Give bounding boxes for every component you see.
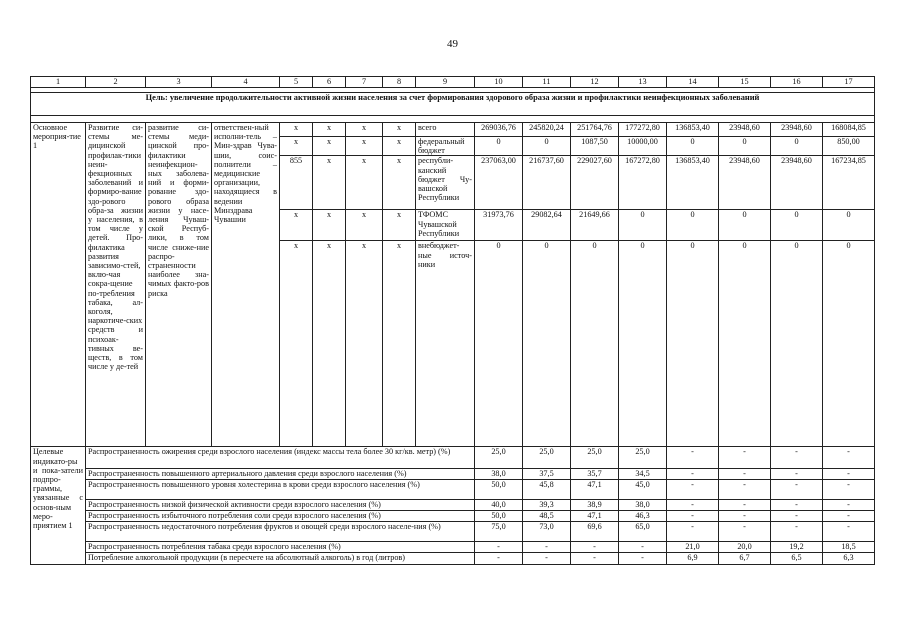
budget-code-cell: 855 (280, 156, 313, 210)
column-number-8: 8 (383, 77, 416, 88)
indicator-row (31, 522, 875, 542)
indicator-value: - (823, 500, 875, 511)
indicator-row (31, 511, 875, 522)
indicator-value: - (771, 480, 823, 500)
column-number-14: 14 (667, 77, 719, 88)
budget-code-cell: х (280, 241, 313, 447)
indicator-value: - (719, 480, 771, 500)
indicator-value: - (523, 542, 571, 553)
column-number-11: 11 (523, 77, 571, 88)
funding-value: 229027,60 (571, 156, 619, 210)
funding-value: 23948,60 (771, 156, 823, 210)
indicator-value: 47,1 (571, 511, 619, 522)
program-table (30, 76, 875, 565)
indicator-value: 39,3 (523, 500, 571, 511)
column-number-1: 1 (31, 77, 86, 88)
indicator-value: 19,2 (771, 542, 823, 553)
indicator-value: - (771, 500, 823, 511)
indicator-value: 46,3 (619, 511, 667, 522)
indicator-value: - (667, 469, 719, 480)
budget-code-cell: х (383, 156, 416, 210)
budget-code-cell: х (313, 210, 346, 241)
funding-value: 251764,76 (571, 123, 619, 137)
funding-value: 167272,80 (619, 156, 667, 210)
funding-value: 0 (771, 241, 823, 447)
indicator-value: 38,0 (475, 469, 523, 480)
budget-code-cell: х (383, 123, 416, 137)
budget-code-cell: х (346, 210, 383, 241)
indicator-value: - (667, 447, 719, 469)
indicator-row (31, 542, 875, 553)
indicator-value: - (719, 511, 771, 522)
column-number-6: 6 (313, 77, 346, 88)
budget-code-cell: х (313, 137, 346, 156)
funding-value: 850,00 (823, 137, 875, 156)
budget-code-cell: х (313, 241, 346, 447)
indicator-name: Распространенность повышенного уровня холестерина в крови среди взрослого населения (%) (86, 480, 475, 500)
main-event-task: развитие си-стемы меди-цинской про-филактики неинфекцион-ных заболева-ний и форми-рование здо-рового образа жизни у насе-ления Чуваш-ской Респуб-лики, в том числе сниже-ние распро-страненности наиболее зна-чимых факто-ров риска (146, 123, 212, 447)
column-number-15: 15 (719, 77, 771, 88)
funding-value: 0 (719, 210, 771, 241)
funding-value: 23948,60 (719, 123, 771, 137)
goal-text: Цель: увеличение продолжительности активной жизни населения за счет формирования здорового образа жизни и профилактики неинфекционных заболеваний (31, 93, 875, 116)
indicator-name: Распространенность низкой физической активности среди взрослого населения (%) (86, 500, 475, 511)
funding-value: 0 (523, 241, 571, 447)
funding-value: 0 (667, 137, 719, 156)
funding-value: 29082,64 (523, 210, 571, 241)
funding-value: 0 (667, 241, 719, 447)
funding-row (31, 123, 875, 137)
indicator-value: - (475, 542, 523, 553)
goal-row (31, 93, 875, 116)
indicator-value: - (619, 553, 667, 565)
funding-value: 0 (619, 241, 667, 447)
funding-value: 0 (771, 137, 823, 156)
budget-code-cell: х (280, 210, 313, 241)
table-body (31, 77, 875, 565)
indicator-value: - (571, 542, 619, 553)
indicator-value: - (667, 500, 719, 511)
funding-value: 31973,76 (475, 210, 523, 241)
funding-value: 0 (523, 137, 571, 156)
funding-value: 216737,60 (523, 156, 571, 210)
indicator-value: 75,0 (475, 522, 523, 542)
indicator-value: 25,0 (475, 447, 523, 469)
main-event-title: Развитие си-стемы ме-дицинской профилак-тики неин-фекционных заболеваний и формиро-вание здо-рового обра-за жизни у населения, в том числе у детей. Про-филактика развития зависимо-стей, вклю-чая сокра-щение по-требления табака, ал-коголя, наркотиче-ских средств и психоак-тивных ве-ществ, в том числе у де-тей (86, 123, 146, 447)
funding-value: 0 (719, 137, 771, 156)
indicator-name: Распространенность избыточного потребления соли среди взрослого населения (%) (86, 511, 475, 522)
budget-code-cell: х (280, 137, 313, 156)
funding-value: 0 (619, 210, 667, 241)
indicator-name: Распространенность потребления табака среди взрослого населения (%) (86, 542, 475, 553)
indicator-value: 6,3 (823, 553, 875, 565)
funding-value: 136853,40 (667, 123, 719, 137)
indicator-value: 69,6 (571, 522, 619, 542)
indicator-row (31, 480, 875, 500)
indicator-name: Распространенность ожирения среди взрослого населения (индекс массы тела более 30 кг/кв. метр) (%) (86, 447, 475, 469)
indicator-value: - (571, 553, 619, 565)
indicator-value: 48,5 (523, 511, 571, 522)
indicator-value: 73,0 (523, 522, 571, 542)
indicator-value: 37,5 (523, 469, 571, 480)
indicator-value: 6,5 (771, 553, 823, 565)
indicator-name: Потребление алкогольной продукции (в пересчете на абсолютный алкоголь) в год (литров) (86, 553, 475, 565)
indicator-row (31, 447, 875, 469)
column-number-17: 17 (823, 77, 875, 88)
indicator-value: - (719, 500, 771, 511)
funding-source: ТФОМС Чувашской Республики (416, 210, 475, 241)
indicator-value: 50,0 (475, 480, 523, 500)
column-number-16: 16 (771, 77, 823, 88)
indicator-value: 6,7 (719, 553, 771, 565)
column-number-row (31, 77, 875, 88)
indicator-value: - (619, 542, 667, 553)
column-number-3: 3 (146, 77, 212, 88)
funding-source: всего (416, 123, 475, 137)
budget-code-cell: х (346, 137, 383, 156)
funding-value: 0 (771, 210, 823, 241)
funding-value: 177272,80 (619, 123, 667, 137)
funding-value: 136853,40 (667, 156, 719, 210)
funding-value: 167234,85 (823, 156, 875, 210)
indicators-label: Целевые индикато-ры и пока-затели подпро-граммы, увязанные с основ-ным меро-приятием 1 (31, 447, 86, 565)
indicator-value: - (719, 447, 771, 469)
indicator-name: Распространенность недостаточного потребления фруктов и овощей среди взрослого населе-ния (%) (86, 522, 475, 542)
indicator-value: 47,1 (571, 480, 619, 500)
indicator-value: - (523, 553, 571, 565)
funding-value: 1087,50 (571, 137, 619, 156)
indicator-value: - (719, 469, 771, 480)
funding-value: 0 (667, 210, 719, 241)
column-number-2: 2 (86, 77, 146, 88)
indicator-value: 35,7 (571, 469, 619, 480)
indicator-value: - (823, 480, 875, 500)
funding-value: 0 (823, 241, 875, 447)
funding-value: 0 (475, 137, 523, 156)
indicator-value: - (475, 553, 523, 565)
main-event-executor: ответствен-ный исполни-тель – Мин-здрав Чува-шии, соис-полнители – медицинские организации, находящиеся в ведении Минздрава Чувашии (212, 123, 280, 447)
funding-value: 23948,60 (771, 123, 823, 137)
budget-code-cell: х (313, 156, 346, 210)
column-number-5: 5 (280, 77, 313, 88)
budget-code-cell: х (383, 137, 416, 156)
indicator-value: 34,5 (619, 469, 667, 480)
funding-value: 0 (475, 241, 523, 447)
budget-code-cell: х (383, 210, 416, 241)
indicator-value: 40,0 (475, 500, 523, 511)
funding-value: 237063,00 (475, 156, 523, 210)
indicator-value: - (667, 511, 719, 522)
column-number-10: 10 (475, 77, 523, 88)
indicator-value: - (667, 480, 719, 500)
column-number-12: 12 (571, 77, 619, 88)
indicator-value: 20,0 (719, 542, 771, 553)
column-number-7: 7 (346, 77, 383, 88)
indicator-value: - (823, 522, 875, 542)
funding-value: 0 (719, 241, 771, 447)
indicator-value: 6,9 (667, 553, 719, 565)
funding-source: внебюджет-ные источ-ники (416, 241, 475, 447)
budget-code-cell: х (383, 241, 416, 447)
indicator-name: Распространенность повышенного артериального давления среди взрослого населения (%) (86, 469, 475, 480)
indicator-row (31, 553, 875, 565)
funding-value: 245820,24 (523, 123, 571, 137)
indicator-value: - (823, 469, 875, 480)
budget-code-cell: х (346, 156, 383, 210)
indicator-value: - (823, 511, 875, 522)
main-event-name: Основное мероприя-тие 1 (31, 123, 86, 447)
indicator-value: 38,0 (619, 500, 667, 511)
indicator-value: 25,0 (571, 447, 619, 469)
indicator-value: - (823, 447, 875, 469)
indicator-value: 45,0 (619, 480, 667, 500)
indicator-value: 25,0 (523, 447, 571, 469)
budget-code-cell: х (280, 123, 313, 137)
indicator-value: - (719, 522, 771, 542)
indicator-value: 21,0 (667, 542, 719, 553)
indicator-value: 65,0 (619, 522, 667, 542)
funding-value: 21649,66 (571, 210, 619, 241)
budget-code-cell: х (346, 241, 383, 447)
indicator-value: - (771, 447, 823, 469)
column-number-9: 9 (416, 77, 475, 88)
funding-value: 168084,85 (823, 123, 875, 137)
indicator-value: - (771, 522, 823, 542)
indicator-value: - (771, 469, 823, 480)
indicator-value: 18,5 (823, 542, 875, 553)
indicator-row (31, 469, 875, 480)
indicator-row (31, 500, 875, 511)
column-number-4: 4 (212, 77, 280, 88)
indicator-value: 38,9 (571, 500, 619, 511)
indicator-value: 50,0 (475, 511, 523, 522)
funding-value: 10000,00 (619, 137, 667, 156)
funding-source: федеральный бюджет (416, 137, 475, 156)
indicator-value: - (667, 522, 719, 542)
funding-value: 269036,76 (475, 123, 523, 137)
indicator-value: 25,0 (619, 447, 667, 469)
indicator-value: - (771, 511, 823, 522)
funding-value: 0 (823, 210, 875, 241)
funding-source: республи-канский бюджет Чу-вашской Республики (416, 156, 475, 210)
indicator-value: 45,8 (523, 480, 571, 500)
funding-value: 23948,60 (719, 156, 771, 210)
page-number: 49 (447, 38, 458, 50)
budget-code-cell: х (313, 123, 346, 137)
column-number-13: 13 (619, 77, 667, 88)
budget-code-cell: х (346, 123, 383, 137)
funding-value: 0 (571, 241, 619, 447)
